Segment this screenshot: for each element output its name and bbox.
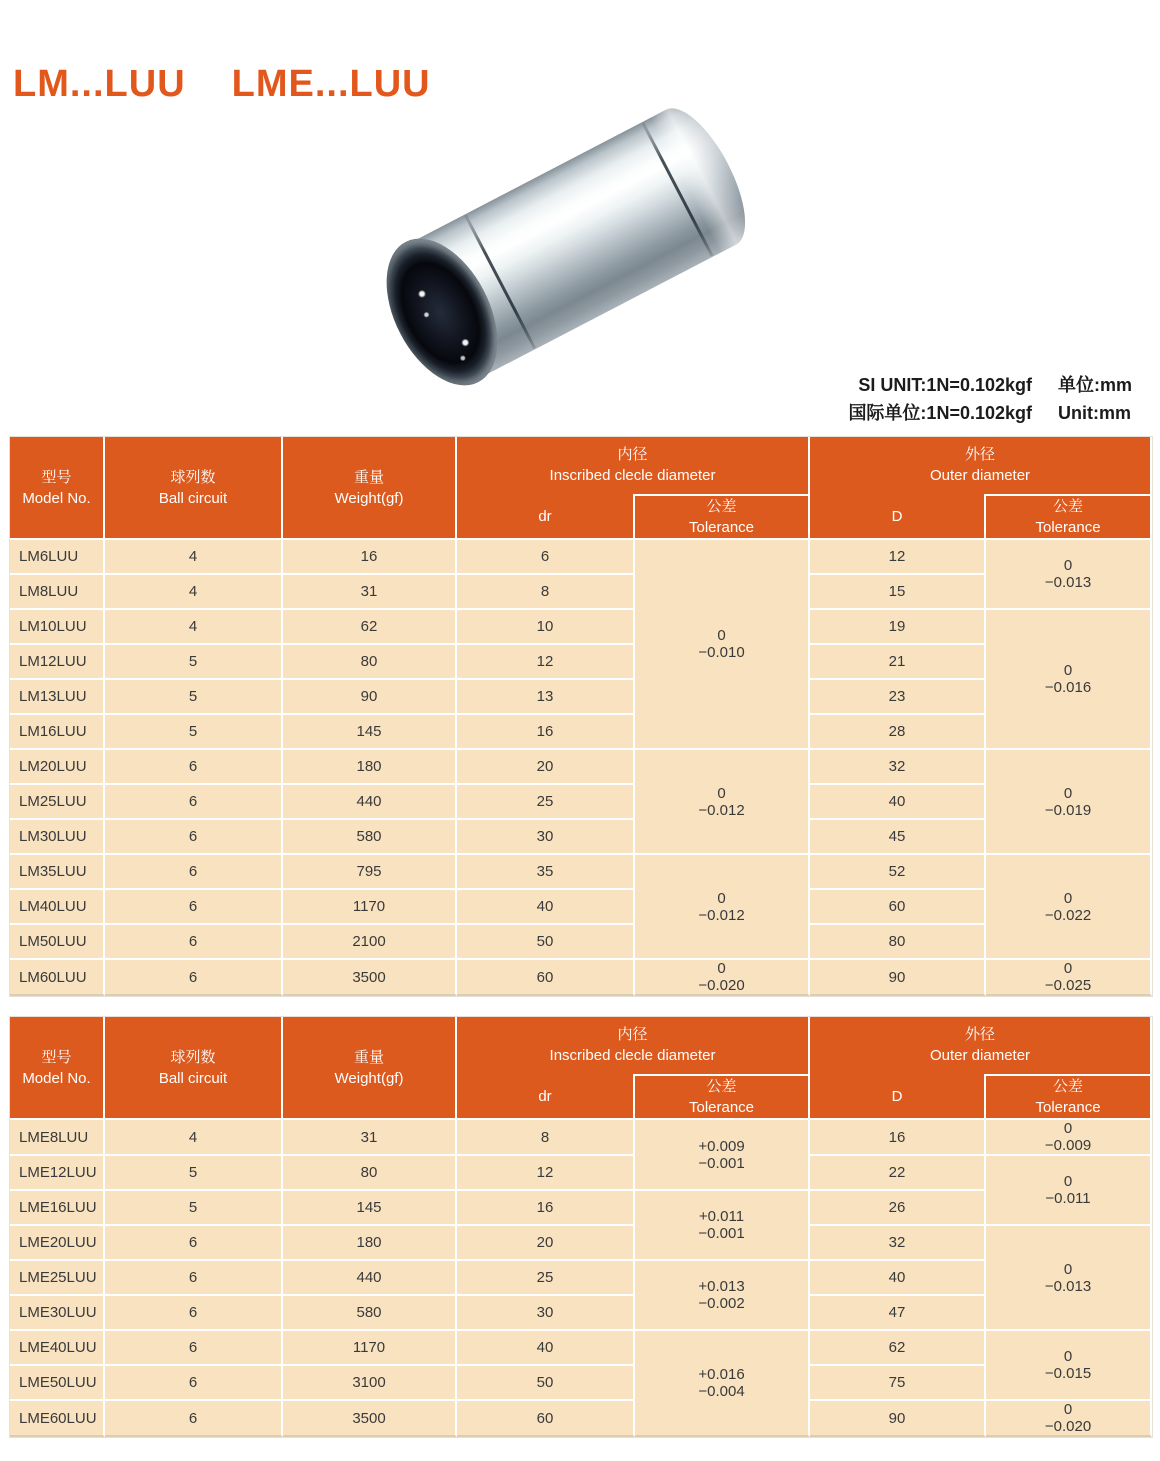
ball-circuit-cell: 6 — [105, 925, 283, 960]
header-ball-circuit — [105, 1017, 283, 1120]
dr-tolerance-cell: 0 −0.012 — [635, 855, 810, 960]
model-cell: LM35LUU — [10, 855, 105, 890]
model-cell: LM60LUU — [10, 960, 105, 996]
header-model-zh: 型号 — [41, 468, 72, 486]
model-cell: LM30LUU — [10, 820, 105, 855]
dr-tolerance-cell: 0 −0.020 — [635, 960, 810, 996]
model-cell: LME40LUU — [10, 1331, 105, 1366]
header-weight-en: Weight(gf) — [334, 1069, 404, 1087]
d-cell: 40 — [810, 785, 986, 820]
weight-cell: 90 — [283, 680, 457, 715]
ball-circuit-cell: 6 — [105, 1366, 283, 1401]
ball-circuit-cell: 6 — [105, 820, 283, 855]
d-tolerance-cell: 0 −0.016 — [986, 610, 1152, 750]
dr-cell: 50 — [457, 925, 635, 960]
d-tolerance-cell: 0 −0.020 — [986, 1401, 1152, 1437]
dr-cell: 12 — [457, 645, 635, 680]
model-cell: LM20LUU — [10, 750, 105, 785]
dr-cell: 16 — [457, 715, 635, 750]
unit-mm-zh: 单位:mm — [1058, 375, 1133, 395]
weight-cell: 440 — [283, 1261, 457, 1296]
header-model-en: Model No. — [22, 489, 91, 507]
table-header — [10, 437, 1152, 540]
header-d-tolerance — [986, 1074, 1152, 1120]
dr-cell: 25 — [457, 1261, 635, 1296]
ball-circuit-cell: 5 — [105, 715, 283, 750]
weight-cell: 31 — [283, 575, 457, 610]
model-cell: LM40LUU — [10, 890, 105, 925]
dr-cell: 60 — [457, 960, 635, 996]
dr-cell: 40 — [457, 1331, 635, 1366]
header-model — [10, 437, 105, 540]
ball-circuit-cell: 5 — [105, 1156, 283, 1191]
ball-circuit-cell: 6 — [105, 1296, 283, 1331]
linear-bearing-photo — [383, 92, 773, 392]
spec-row — [10, 750, 1152, 785]
ball-circuit-cell: 6 — [105, 960, 283, 996]
ball-circuit-cell: 6 — [105, 1261, 283, 1296]
dr-cell: 35 — [457, 855, 635, 890]
model-cell: LME12LUU — [10, 1156, 105, 1191]
dr-cell: 13 — [457, 680, 635, 715]
header-tol-en: Tolerance — [1035, 519, 1101, 536]
d-cell: 40 — [810, 1261, 986, 1296]
d-cell: 32 — [810, 750, 986, 785]
header-outer-diameter-group — [810, 1017, 1152, 1074]
ball-circuit-cell: 6 — [105, 785, 283, 820]
header-inner-en: Inscribed clecle diameter — [549, 467, 716, 484]
dr-tolerance-cell: +0.009 −0.001 — [635, 1120, 810, 1191]
header-inner-diameter-group — [457, 437, 810, 494]
weight-cell: 80 — [283, 1156, 457, 1191]
lm-luu-spec-table — [10, 437, 1152, 996]
weight-cell: 145 — [283, 715, 457, 750]
spec-row — [10, 785, 1152, 820]
header-tol-zh: 公差 — [1053, 1078, 1084, 1095]
ball-circuit-cell: 4 — [105, 540, 283, 575]
d-cell: 90 — [810, 960, 986, 996]
model-cell: LME60LUU — [10, 1401, 105, 1437]
dr-tolerance-cell: 0 −0.010 — [635, 540, 810, 750]
d-tolerance-cell: 0 −0.022 — [986, 855, 1152, 960]
header-d: D — [810, 1074, 986, 1120]
dr-cell: 40 — [457, 890, 635, 925]
header-tol-en: Tolerance — [1035, 1099, 1101, 1116]
dr-cell: 8 — [457, 1120, 635, 1156]
d-cell: 26 — [810, 1191, 986, 1226]
dr-tolerance-cell: +0.011 −0.001 — [635, 1191, 810, 1261]
header-weight-zh: 重量 — [353, 1048, 384, 1066]
weight-cell: 580 — [283, 1296, 457, 1331]
ball-circuit-cell: 4 — [105, 610, 283, 645]
spec-row — [10, 1261, 1152, 1296]
d-cell: 62 — [810, 1331, 986, 1366]
ball-circuit-cell: 6 — [105, 1331, 283, 1366]
dr-cell: 20 — [457, 1226, 635, 1261]
spec-row — [10, 820, 1152, 855]
header-model-zh: 型号 — [41, 1048, 72, 1066]
si-unit-text: SI UNIT:1N=0.102kgf — [858, 375, 1032, 395]
header-ball-en: Ball circuit — [158, 1069, 228, 1087]
weight-cell: 180 — [283, 750, 457, 785]
d-cell: 21 — [810, 645, 986, 680]
header-dr-tolerance — [635, 1074, 810, 1120]
dr-cell: 6 — [457, 540, 635, 575]
spec-row — [10, 1366, 1152, 1401]
header-outer-diameter-group — [810, 437, 1152, 494]
header-inner-en: Inscribed clecle diameter — [549, 1047, 716, 1064]
model-cell: LME50LUU — [10, 1366, 105, 1401]
model-cell: LM12LUU — [10, 645, 105, 680]
d-tolerance-cell: 0 −0.009 — [986, 1120, 1152, 1156]
weight-cell: 3500 — [283, 960, 457, 996]
header-inner-zh: 内径 — [617, 446, 648, 463]
dr-tolerance-cell: +0.013 −0.002 — [635, 1261, 810, 1331]
header-d: D — [810, 494, 986, 540]
ball-circuit-cell: 5 — [105, 645, 283, 680]
weight-cell: 3500 — [283, 1401, 457, 1437]
weight-cell: 1170 — [283, 1331, 457, 1366]
header-ball-zh: 球列数 — [170, 1048, 216, 1066]
units-note — [848, 371, 1150, 427]
dr-cell: 20 — [457, 750, 635, 785]
ball-circuit-cell: 6 — [105, 750, 283, 785]
header-tol-zh: 公差 — [706, 498, 737, 515]
intl-unit-text: 国际单位:1N=0.102kgf — [848, 403, 1032, 423]
dr-tolerance-cell: +0.016 −0.004 — [635, 1331, 810, 1437]
dr-cell: 8 — [457, 575, 635, 610]
bearing-cylinder — [407, 96, 763, 380]
weight-cell: 31 — [283, 1120, 457, 1156]
units-line-1 — [848, 371, 1150, 399]
lme-luu-spec-table — [10, 1017, 1152, 1437]
spec-row — [10, 715, 1152, 750]
model-cell: LME16LUU — [10, 1191, 105, 1226]
model-cell: LME30LUU — [10, 1296, 105, 1331]
dr-cell: 12 — [457, 1156, 635, 1191]
d-cell: 12 — [810, 540, 986, 575]
header-d-tolerance — [986, 494, 1152, 540]
weight-cell: 16 — [283, 540, 457, 575]
model-cell: LM25LUU — [10, 785, 105, 820]
title-lme-series: LME...LUU — [231, 63, 431, 106]
header-tol-en: Tolerance — [688, 1099, 755, 1116]
spec-row — [10, 1331, 1152, 1366]
spec-row — [10, 1156, 1152, 1191]
header-weight-en: Weight(gf) — [334, 489, 404, 507]
spec-row — [10, 1191, 1152, 1226]
header-weight-zh: 重量 — [353, 468, 384, 486]
ball-circuit-cell: 4 — [105, 1120, 283, 1156]
weight-cell: 580 — [283, 820, 457, 855]
spec-row — [10, 680, 1152, 715]
header-dr: dr — [457, 1074, 635, 1120]
weight-cell: 80 — [283, 645, 457, 680]
header-weight — [283, 437, 457, 540]
spec-row — [10, 575, 1152, 610]
spec-row — [10, 1226, 1152, 1261]
dr-cell: 60 — [457, 1401, 635, 1437]
header-outer-zh: 外径 — [965, 1026, 996, 1043]
spec-row — [10, 855, 1152, 890]
header-model — [10, 1017, 105, 1120]
dr-cell: 50 — [457, 1366, 635, 1401]
model-cell: LM50LUU — [10, 925, 105, 960]
d-cell: 52 — [810, 855, 986, 890]
header-outer-zh: 外径 — [965, 446, 996, 463]
header-outer-en: Outer diameter — [930, 467, 1031, 484]
ball-circuit-cell: 5 — [105, 680, 283, 715]
d-tolerance-cell: 0 −0.019 — [986, 750, 1152, 855]
d-tolerance-cell: 0 −0.013 — [986, 540, 1152, 610]
d-tolerance-cell: 0 −0.011 — [986, 1156, 1152, 1226]
ball-circuit-cell: 5 — [105, 1191, 283, 1226]
page-title — [13, 63, 431, 106]
model-cell: LM13LUU — [10, 680, 105, 715]
dr-tolerance-cell: 0 −0.012 — [635, 750, 810, 855]
header-tol-zh: 公差 — [706, 1078, 737, 1095]
spec-row — [10, 540, 1152, 575]
d-cell: 90 — [810, 1401, 986, 1437]
dr-cell: 30 — [457, 1296, 635, 1331]
d-cell: 75 — [810, 1366, 986, 1401]
dr-cell: 10 — [457, 610, 635, 645]
header-ball-circuit — [105, 437, 283, 540]
header-ball-zh: 球列数 — [170, 468, 216, 486]
d-cell: 28 — [810, 715, 986, 750]
d-cell: 80 — [810, 925, 986, 960]
weight-cell: 795 — [283, 855, 457, 890]
lm-luu-table-body — [10, 540, 1152, 996]
model-cell: LME25LUU — [10, 1261, 105, 1296]
model-cell: LME8LUU — [10, 1120, 105, 1156]
ball-circuit-cell: 6 — [105, 890, 283, 925]
spec-row — [10, 890, 1152, 925]
d-cell: 19 — [810, 610, 986, 645]
dr-cell: 30 — [457, 820, 635, 855]
spec-row — [10, 960, 1152, 996]
table-header — [10, 1017, 1152, 1120]
d-cell: 60 — [810, 890, 986, 925]
weight-cell: 3100 — [283, 1366, 457, 1401]
d-cell: 45 — [810, 820, 986, 855]
dr-cell: 25 — [457, 785, 635, 820]
header-tol-en: Tolerance — [688, 519, 755, 536]
header-dr: dr — [457, 494, 635, 540]
model-cell: LM6LUU — [10, 540, 105, 575]
header-outer-en: Outer diameter — [930, 1047, 1031, 1064]
d-cell: 15 — [810, 575, 986, 610]
model-cell: LME20LUU — [10, 1226, 105, 1261]
unit-mm-en: Unit:mm — [1058, 403, 1131, 423]
title-lm-series: LM...LUU — [13, 63, 186, 106]
d-cell: 47 — [810, 1296, 986, 1331]
ball-circuit-cell: 4 — [105, 575, 283, 610]
dr-cell: 16 — [457, 1191, 635, 1226]
d-cell: 32 — [810, 1226, 986, 1261]
weight-cell: 62 — [283, 610, 457, 645]
d-tolerance-cell: 0 −0.025 — [986, 960, 1152, 996]
header-weight — [283, 1017, 457, 1120]
ball-circuit-cell: 6 — [105, 855, 283, 890]
d-cell: 23 — [810, 680, 986, 715]
header-inner-zh: 内径 — [617, 1026, 648, 1043]
header-inner-diameter-group — [457, 1017, 810, 1074]
spec-row — [10, 1401, 1152, 1437]
ball-circuit-cell: 6 — [105, 1226, 283, 1261]
header-tol-zh: 公差 — [1053, 498, 1084, 515]
weight-cell: 440 — [283, 785, 457, 820]
d-cell: 22 — [810, 1156, 986, 1191]
weight-cell: 1170 — [283, 890, 457, 925]
units-line-2 — [848, 399, 1150, 427]
model-cell: LM8LUU — [10, 575, 105, 610]
header-model-en: Model No. — [22, 1069, 91, 1087]
model-cell: LM10LUU — [10, 610, 105, 645]
d-tolerance-cell: 0 −0.013 — [986, 1226, 1152, 1331]
weight-cell: 180 — [283, 1226, 457, 1261]
ball-circuit-cell: 6 — [105, 1401, 283, 1437]
d-tolerance-cell: 0 −0.015 — [986, 1331, 1152, 1401]
spec-row — [10, 645, 1152, 680]
lme-luu-table-body — [10, 1120, 1152, 1437]
spec-row — [10, 1120, 1152, 1156]
weight-cell: 145 — [283, 1191, 457, 1226]
d-cell: 16 — [810, 1120, 986, 1156]
model-cell: LM16LUU — [10, 715, 105, 750]
spec-row — [10, 1296, 1152, 1331]
spec-row — [10, 610, 1152, 645]
header-dr-tolerance — [635, 494, 810, 540]
spec-row — [10, 925, 1152, 960]
header-ball-en: Ball circuit — [158, 489, 228, 507]
weight-cell: 2100 — [283, 925, 457, 960]
